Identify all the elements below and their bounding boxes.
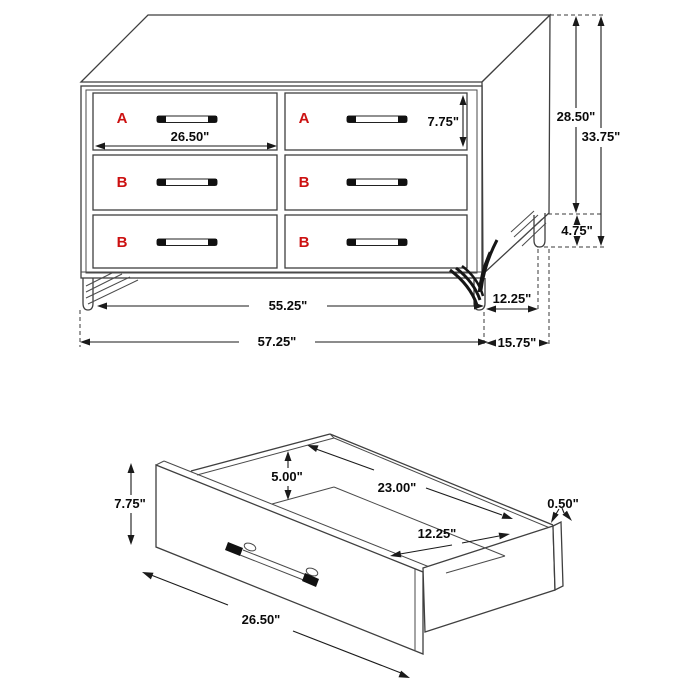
dim-label-drawer-front-height: 7.75" xyxy=(427,114,459,129)
dim-leg-span-width xyxy=(97,298,484,313)
dim-label-box-inner-height: 5.00" xyxy=(271,469,303,484)
drawer-label-b: B xyxy=(116,234,128,251)
dresser-elevation xyxy=(80,15,620,350)
dim-leg-height xyxy=(561,215,592,246)
handle xyxy=(347,179,407,186)
dim-leg-span-depth xyxy=(486,291,538,313)
dim-overall-depth xyxy=(486,335,549,350)
dim-side-thickness xyxy=(547,496,578,523)
handle xyxy=(347,239,407,246)
drawer-label-a: A xyxy=(298,110,310,127)
dim-label-front-width: 26.50" xyxy=(241,612,281,627)
drawer-right-side xyxy=(423,526,555,632)
handle xyxy=(157,116,217,123)
handle xyxy=(347,116,407,123)
dim-label-leg-span-depth: 12.25" xyxy=(492,291,532,306)
dim-label-side-thickness: 0.50" xyxy=(547,496,579,511)
dim-box-inner-length xyxy=(307,445,513,519)
dim-overall-height xyxy=(582,16,621,246)
drawer-label-b: B xyxy=(298,234,310,251)
handle xyxy=(157,239,217,246)
dim-label-box-inner-length: 23.00" xyxy=(377,480,417,495)
handle xyxy=(157,179,217,186)
drawer-label-a: A xyxy=(116,110,128,127)
dim-label-box-depth: 12.25" xyxy=(417,526,457,541)
drawer-label-b: B xyxy=(298,174,310,191)
dim-label-overall-width: 57.25" xyxy=(257,334,297,349)
dim-label-overall-depth: 15.75" xyxy=(497,335,537,350)
dresser-top-face xyxy=(81,15,550,82)
dim-label-overall-height: 33.75" xyxy=(581,129,621,144)
dresser-front-face xyxy=(81,86,482,278)
dim-label-case-height: 28.50" xyxy=(556,109,596,124)
dim-label-drawer-width: 26.50" xyxy=(170,129,210,144)
dim-case-height xyxy=(557,16,596,213)
dim-overall-width xyxy=(80,334,488,349)
dim-label-leg-span-width: 55.25" xyxy=(268,298,308,313)
drawer-label-b: B xyxy=(116,174,128,191)
dim-label-leg-height: 4.75" xyxy=(561,223,593,238)
drawer-back-edge-thickness xyxy=(553,522,563,590)
dim-label-front-height: 7.75" xyxy=(114,496,146,511)
drawer-box-detail xyxy=(114,434,578,678)
dim-box-inner-height xyxy=(271,451,302,500)
dim-front-height xyxy=(114,463,145,545)
